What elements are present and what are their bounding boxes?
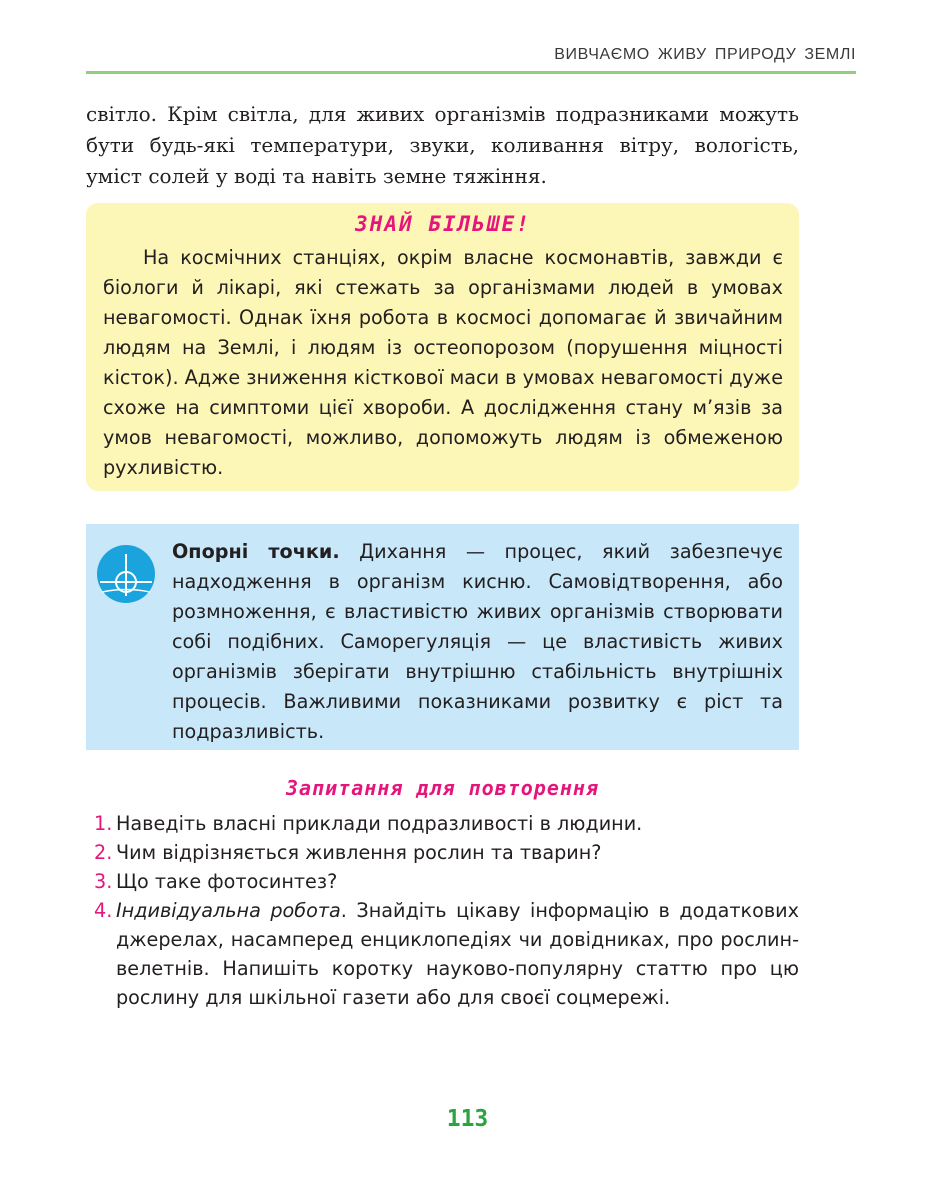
know-more-box (86, 203, 799, 491)
intro-paragraph: світло. Крім світла, для живих організмів подразниками можуть бути будь-які температури, звуки, коливання вітру, вологість, уміст солей у воді та навіть земне тяжіння. (86, 102, 799, 188)
questions-list (86, 809, 799, 1012)
question-text: . Знайдіть цікаву інформацію в додаткових джерелах, насамперед енциклопедіях чи довідниках, про рослин-велетнів. Напишіть коротку науково-популярну статтю про цю рослину для шкільної газети або для своєї соцмережі. (116, 899, 799, 1009)
question-text: Наведіть власні приклади подразливості в людини. (116, 812, 643, 835)
questions-title: Запитання для повторення (286, 776, 599, 800)
key-points-paragraph (172, 537, 783, 747)
question-text: Чим відрізняється живлення рослин та тварин? (116, 841, 602, 864)
question-number: 2. (94, 841, 113, 864)
key-points-term: Опорні точки. (172, 540, 340, 563)
key-points-box (86, 524, 799, 750)
question-number: 1. (94, 812, 113, 835)
section-title: ВИВЧАЄМО ЖИВУ ПРИРОДУ ЗЕМЛІ (554, 46, 856, 63)
question-item (86, 896, 799, 1012)
question-item (86, 809, 799, 838)
question-item (86, 867, 799, 896)
running-header (0, 0, 935, 77)
question-number: 4. (94, 899, 113, 922)
know-more-title: ЗНАЙ БІЛЬШЕ! (355, 212, 531, 236)
key-points-text: Дихання — процес, який забезпечує надходження в організм кисню. Самовідтворення, або розмноження, є властивістю живих організмів створювати собі подібних. Саморегуляція — це властивість живих організмів зберігати внутрішню стабільність внутрішніх процесів. Важливими показниками розвитку є ріст та подразливість. (172, 540, 783, 743)
question-text: Що таке фотосинтез? (116, 870, 338, 893)
question-number: 3. (94, 870, 113, 893)
page-number: 113 (446, 1106, 489, 1132)
question-emphasis: Індивідуальна робота (116, 899, 341, 922)
know-more-text: На космічних станціях, окрім власне космонавтів, завжди є біологи й лікарі, які стежать за організмами людей в умовах невагомості. Однак їхня робота в космосі допомагає й звичайним людям на Землі, і людям із остеопорозом (порушення міцності кісток). Адже зниження кісткової маси в умовах невагомості дуже схоже на симптоми цієї хвороби. А дослідження стану м’язів за умов невагомості, можливо, допоможуть людям із обмеженою рухливістю. (103, 246, 783, 479)
header-divider (86, 71, 856, 74)
target-icon (96, 544, 156, 604)
question-item (86, 838, 799, 867)
